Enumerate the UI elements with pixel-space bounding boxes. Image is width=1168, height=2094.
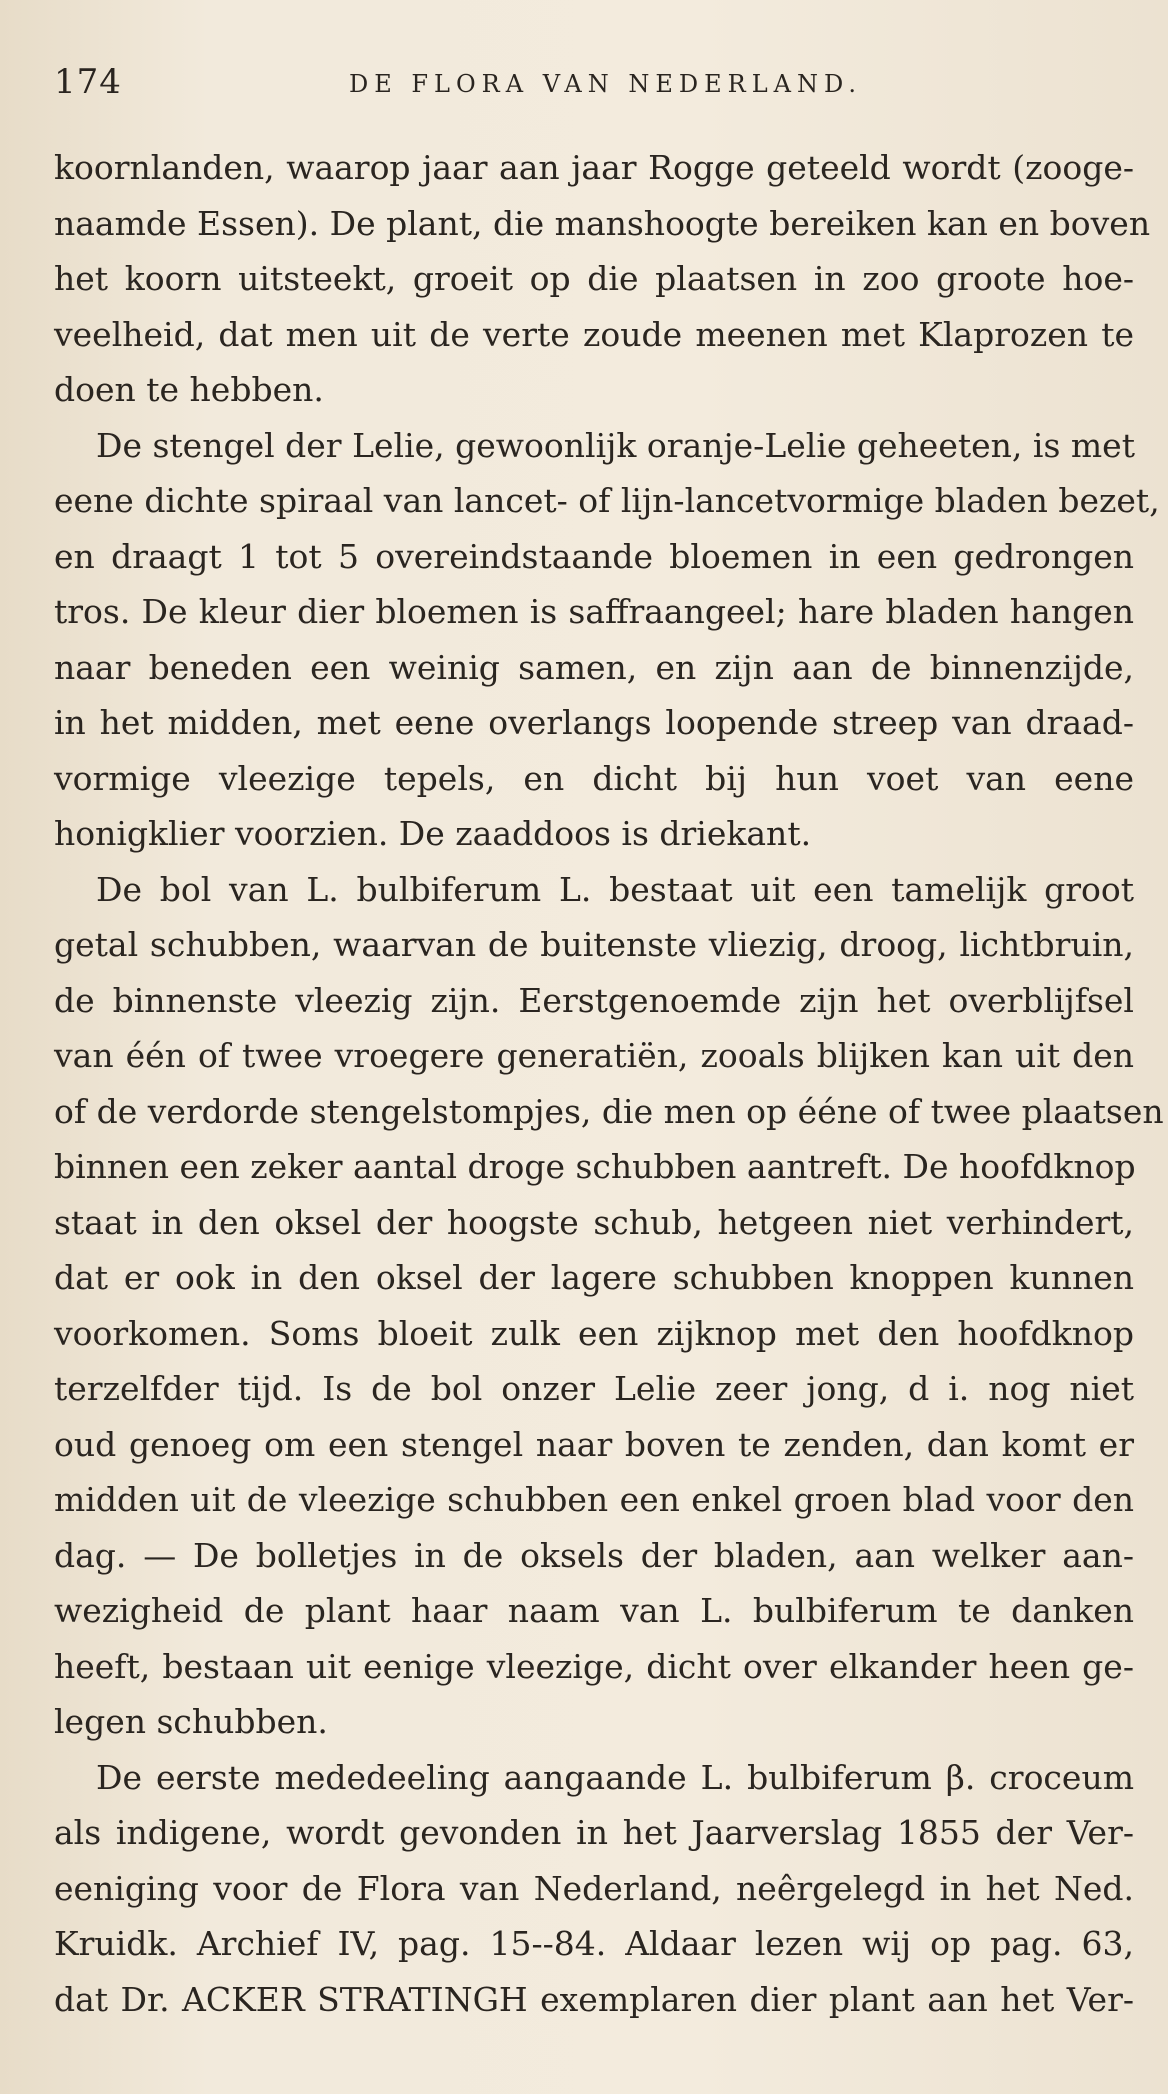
text-line: voorkomen. Soms bloeit zulk een zijknop met den hoofdknop — [54, 1313, 1134, 1353]
text-line: in het midden, met eene overlangs loopende streep van draad- — [54, 703, 1134, 742]
page-number: 174 — [54, 62, 122, 102]
text-line: als indigene, wordt gevonden in het Jaarverslag 1855 der Ver- — [54, 1813, 1134, 1852]
text-line: of de verdorde stengelstompjes, die men op ééne of twee plaatsen — [54, 1091, 1164, 1131]
text-line: vormige vleezige tepels, en dicht bij hun voet van eene — [54, 758, 1134, 798]
text-line: De stengel der Lelie, gewoonlijk oranje-Lelie geheeten, is met — [96, 425, 1135, 465]
text-line: koornlanden, waarop jaar aan jaar Rogge geteeld wordt (zooge- — [54, 148, 1134, 187]
text-line: dat Dr. ACKER STRATINGH exemplaren dier plant aan het Ver- — [54, 1979, 1134, 2019]
text-line: heeft, bestaan uit eenige vleezige, dicht over elkander heen ge- — [54, 1646, 1134, 1686]
text-line: tros. De kleur dier bloemen is saffraangeel; hare bladen hangen — [54, 592, 1134, 631]
text-line: naamde Essen). De plant, die manshoogte bereiken kan en boven — [54, 203, 1151, 243]
running-head: DE FLORA VAN NEDERLAND. — [349, 70, 862, 98]
text-line: dat er ook in den oksel der lagere schubben knoppen kunnen — [54, 1258, 1134, 1297]
text-line: eene dichte spiraal van lancet- of lijn-lancetvormige bladen bezet, — [54, 481, 1160, 520]
text-line: honigklier voorzien. De zaaddoos is driekant. — [54, 814, 812, 853]
text-line: terzelfder tijd. Is de bol onzer Lelie zeer jong, d i. nog niet — [54, 1369, 1134, 1408]
text-line: De eerste mededeeling aangaande L. bulbiferum β. croceum — [96, 1757, 1134, 1797]
text-line: Kruidk. Archief IV, pag. 15--84. Aldaar lezen wij op pag. 63, — [54, 1924, 1134, 1963]
text-line: het koorn uitsteekt, groeit op die plaatsen in zoo groote hoe- — [54, 259, 1134, 298]
text-line: eeniging voor de Flora van Nederland, neêrgelegd in het Ned. — [54, 1868, 1134, 1908]
text-line: naar beneden een weinig samen, en zijn aan de binnenzijde, — [54, 647, 1134, 687]
text-line: dag. — De bolletjes in de oksels der bladen, aan welker aan- — [54, 1535, 1134, 1575]
text-line: midden uit de vleezige schubben een enkel groen blad voor den — [54, 1480, 1134, 1519]
text-line: veelheid, dat men uit de verte zoude meenen met Klaprozen te — [54, 314, 1134, 354]
text-line: legen schubben. — [54, 1702, 328, 1741]
text-line: binnen een zeker aantal droge schubben aantreft. De hoofdknop — [54, 1147, 1136, 1186]
text-line: van één of twee vroegere generatiën, zooals blijken kan uit den — [54, 1036, 1134, 1075]
text-line: de binnenste vleezig zijn. Eerstgenoemde zijn het overblijfsel — [54, 980, 1134, 1020]
text-line: getal schubben, waarvan de buitenste vliezig, droog, lichtbruin, — [54, 925, 1134, 964]
text-line: doen te hebben. — [54, 370, 324, 409]
text-line: De bol van L. bulbiferum L. bestaat uit een tamelijk groot — [96, 869, 1134, 909]
text-line: wezigheid de plant haar naam van L. bulbiferum te danken — [54, 1591, 1134, 1630]
text-line: oud genoeg om een stengel naar boven te zenden, dan komt er — [54, 1424, 1134, 1464]
text-line: staat in den oksel der hoogste schub, hetgeen niet verhindert, — [54, 1202, 1134, 1242]
page-header — [54, 62, 1144, 102]
text-line: en draagt 1 tot 5 overeindstaande bloemen in een gedrongen — [54, 536, 1134, 576]
body-text — [54, 140, 1164, 2027]
